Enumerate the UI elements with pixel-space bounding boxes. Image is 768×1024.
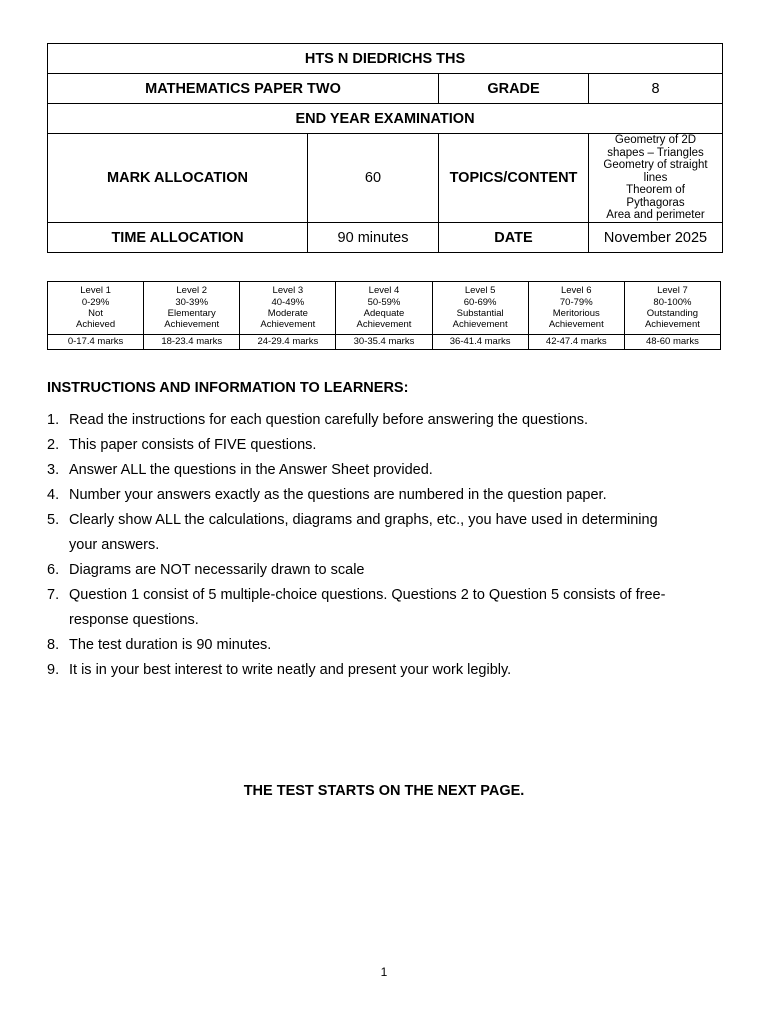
instruction-item (47, 458, 727, 483)
level-desc: Achievement (452, 319, 508, 331)
instruction-number: 8. (47, 637, 60, 653)
level-cell (144, 282, 240, 335)
level-marks: 24-29.4 marks (240, 335, 336, 350)
topics-line: Pythagoras (626, 196, 685, 209)
instructions-list (47, 408, 727, 683)
instruction-item (47, 483, 727, 508)
topics-line: Geometry of 2D (614, 134, 697, 147)
instruction-item (47, 658, 727, 683)
level-cell (432, 282, 528, 335)
instruction-item (47, 433, 727, 458)
instruction-number: 7. (47, 587, 60, 603)
time-allocation-value: 90 minutes (308, 223, 439, 253)
instruction-text: Question 1 consist of 5 multiple-choice questions. Questions 2 to Question 5 consists of free- (69, 587, 666, 603)
subject-title: MATHEMATICS PAPER TWO (48, 74, 439, 104)
instruction-number: 6. (47, 562, 60, 578)
level-cell (624, 282, 720, 335)
level-name: Level 2 (176, 285, 208, 297)
topics-line: Area and perimeter (606, 209, 705, 222)
level-marks: 30-35.4 marks (336, 335, 432, 350)
level-range: 40-49% (271, 296, 305, 308)
level-name: Level 1 (80, 285, 111, 297)
instruction-number: 4. (47, 487, 60, 503)
time-allocation-label: TIME ALLOCATION (48, 223, 308, 253)
instruction-text: your answers. (69, 537, 160, 553)
instruction-text: Diagrams are NOT necessarily drawn to scale (69, 562, 365, 578)
level-desc: Substantial (456, 308, 504, 319)
level-range: 70-79% (559, 296, 593, 308)
level-name: Level 7 (657, 285, 688, 297)
level-desc: Achievement (548, 319, 604, 331)
level-desc: Adequate (363, 308, 405, 319)
exam-title: END YEAR EXAMINATION (48, 104, 723, 134)
level-name: Level 5 (464, 285, 496, 297)
level-range: 60-69% (463, 296, 497, 308)
level-desc: Achieved (76, 319, 116, 331)
level-marks: 48-60 marks (624, 335, 720, 350)
school-name: HTS N DIEDRICHS THS (48, 44, 723, 74)
page-number: 1 (380, 965, 388, 979)
level-desc: Achievement (260, 319, 316, 331)
level-marks: 42-47.4 marks (528, 335, 624, 350)
level-name: Level 3 (272, 285, 304, 297)
instruction-number: 2. (47, 437, 60, 453)
level-marks: 36-41.4 marks (432, 335, 528, 350)
instruction-text: Clearly show ALL the calculations, diagrams and graphs, etc., you have used in determining (69, 512, 658, 528)
level-desc: Achievement (356, 319, 412, 331)
date-label: DATE (439, 223, 589, 253)
instructions-heading: INSTRUCTIONS AND INFORMATION TO LEARNERS: (47, 380, 409, 396)
level-desc: Not (88, 308, 103, 319)
instruction-text: Answer ALL the questions in the Answer Sheet provided. (69, 462, 433, 478)
topics-line: shapes – Triangles (607, 146, 704, 159)
topics-line: lines (643, 171, 668, 184)
instruction-item (47, 408, 727, 433)
level-cell (528, 282, 624, 335)
level-range: 50-59% (367, 296, 401, 308)
level-desc: Elementary (167, 308, 216, 319)
level-desc: Achievement (644, 319, 700, 331)
instruction-text: response questions. (69, 612, 199, 628)
level-range: 80-100% (653, 296, 692, 308)
topics-content (589, 134, 723, 223)
test-start-note: THE TEST STARTS ON THE NEXT PAGE. (243, 783, 525, 799)
instruction-text: It is in your best interest to write neatly and present your work legibly. (69, 662, 512, 678)
level-cell (240, 282, 336, 335)
instruction-item (47, 583, 727, 633)
topics-label: TOPICS/CONTENT (439, 134, 589, 223)
grade-value: 8 (589, 74, 723, 104)
level-marks: 18-23.4 marks (144, 335, 240, 350)
topics-line: Geometry of straight (603, 159, 708, 172)
mark-allocation-value: 60 (308, 134, 439, 223)
level-cell (336, 282, 432, 335)
instruction-text: Read the instructions for each question carefully before answering the questions. (69, 412, 589, 428)
level-desc: Outstanding (646, 308, 699, 319)
grade-label: GRADE (439, 74, 589, 104)
level-name: Level 6 (560, 285, 592, 297)
instruction-item (47, 508, 727, 558)
instruction-number: 3. (47, 462, 60, 478)
instruction-number: 5. (47, 512, 60, 528)
instruction-text: Number your answers exactly as the questions are numbered in the question paper. (69, 487, 607, 503)
instruction-number: 1. (47, 412, 60, 428)
instruction-text: The test duration is 90 minutes. (69, 637, 272, 653)
level-range: 30-39% (175, 296, 209, 308)
level-marks: 0-17.4 marks (48, 335, 144, 350)
instruction-item (47, 633, 727, 658)
level-cell (48, 282, 144, 335)
instruction-text: This paper consists of FIVE questions. (69, 437, 317, 453)
exam-header-table (47, 43, 723, 253)
instruction-item (47, 558, 727, 583)
level-desc: Meritorious (552, 308, 600, 319)
achievement-levels-table (47, 281, 721, 350)
level-name: Level 4 (368, 285, 400, 297)
level-desc: Moderate (267, 308, 308, 319)
topics-line: Theorem of (626, 184, 685, 197)
level-desc: Achievement (164, 319, 220, 331)
level-range: 0-29% (81, 296, 110, 308)
instruction-number: 9. (47, 662, 60, 678)
date-value: November 2025 (589, 223, 723, 253)
mark-allocation-label: MARK ALLOCATION (48, 134, 308, 223)
